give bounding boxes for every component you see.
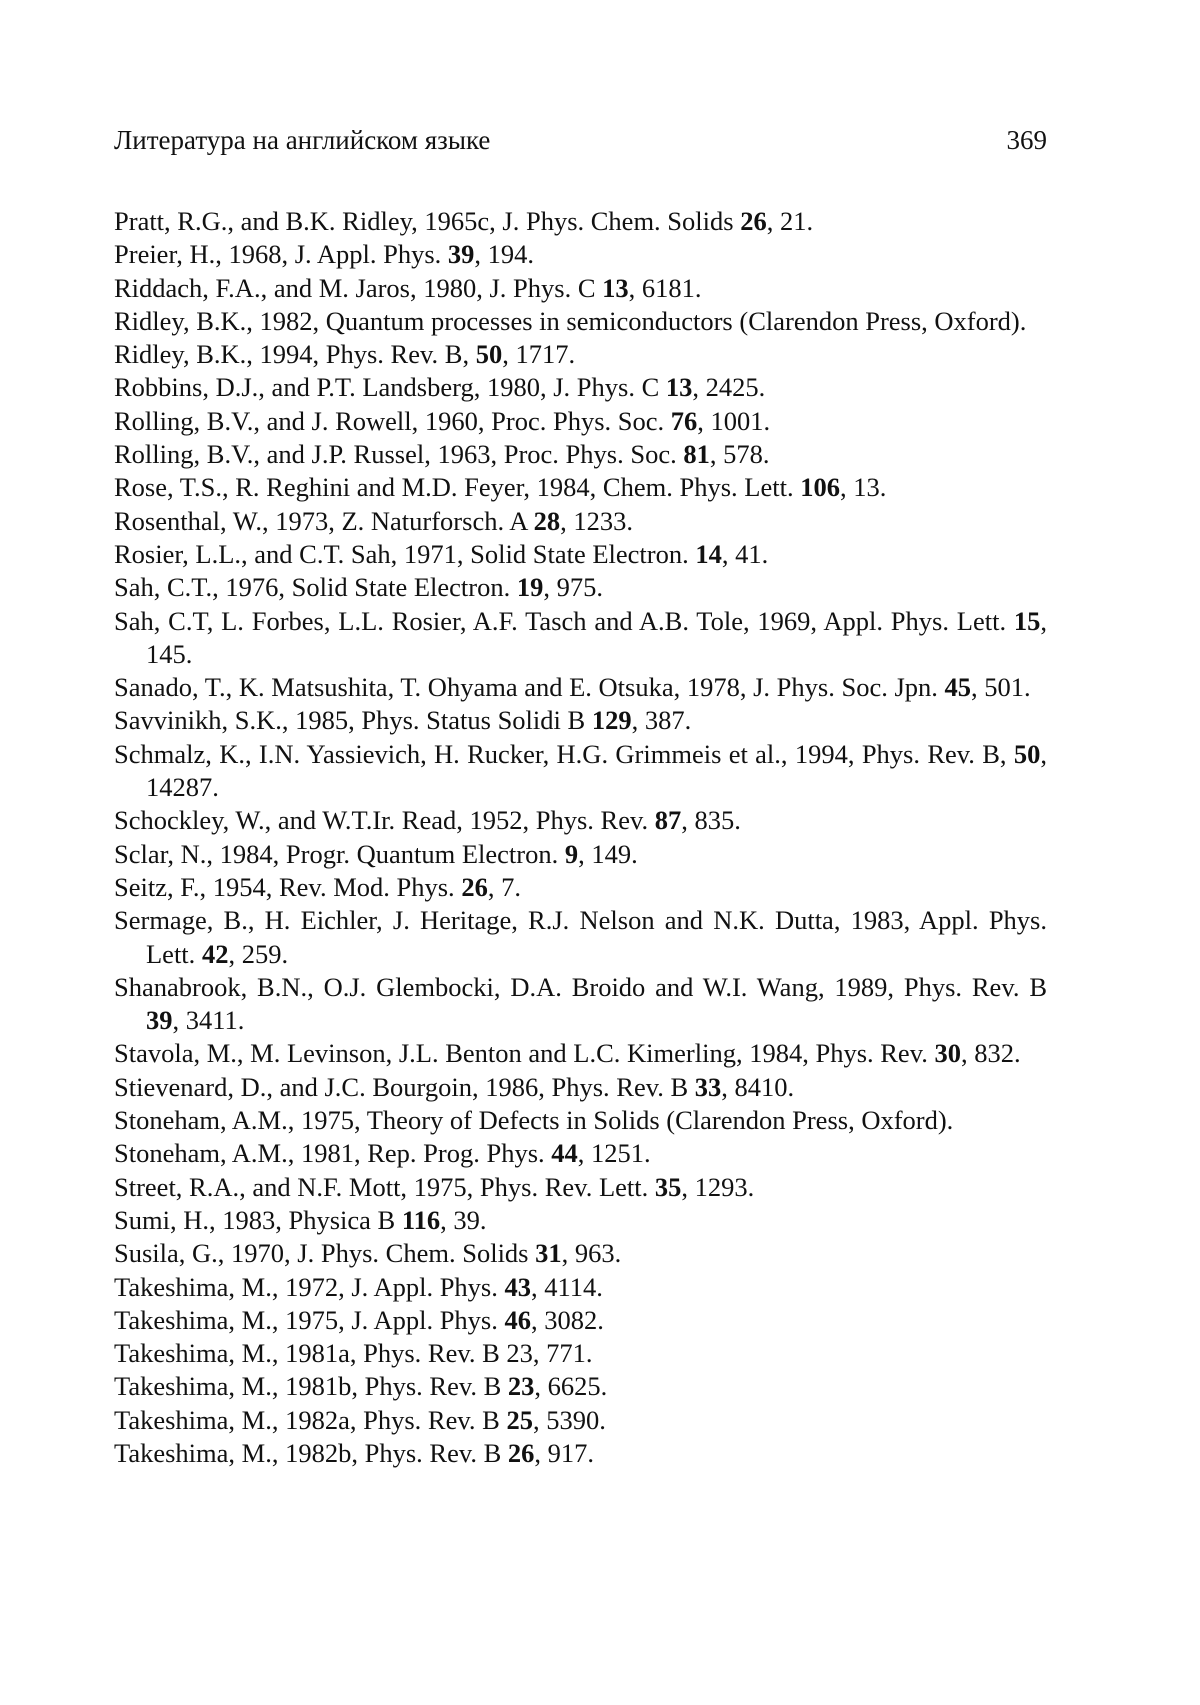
reference-volume: 129: [591, 705, 632, 736]
reference-text: Pratt, R.G., and B.K. Ridley, 1965c, J. Phys. Chem. Solids: [114, 206, 741, 236]
reference-text: Sah, C.T, L. Forbes, L.L. Rosier, A.F. Tasch and A.B. Tole, 1969, Appl. Phys. Lett.: [114, 605, 1014, 636]
reference-pages: , 7.: [487, 871, 521, 902]
reference-text: Sclar, N., 1984, Progr. Quantum Electron.: [114, 838, 565, 869]
reference-text: Stievenard, D., and J.C. Bourgoin, 1986, Phys. Rev. B: [114, 1071, 695, 1102]
reference-text: Takeshima, M., 1981b, Phys. Rev. B: [114, 1371, 508, 1402]
reference-pages: , 835.: [681, 805, 741, 836]
reference-volume: 45: [944, 672, 972, 703]
reference-volume: 116: [401, 1204, 441, 1235]
reference-entry: [114, 238, 1047, 271]
reference-entry: [114, 904, 1047, 971]
page-number: 369: [1006, 125, 1047, 155]
reference-pages: , 21.: [766, 206, 814, 236]
reference-pages: , 975.: [543, 572, 603, 603]
reference-text: Shanabrook, B.N., O.J. Glembocki, D.A. Broido and W.I. Wang, 1989, Phys. Rev. B: [114, 971, 1047, 1002]
reference-entry: [114, 1271, 1047, 1304]
reference-pages: , 6181.: [628, 272, 702, 303]
reference-entry: [114, 738, 1047, 805]
reference-text: Takeshima, M., 1981a, Phys. Rev. B 23, 771.: [114, 1338, 593, 1369]
reference-entry: [114, 538, 1047, 571]
reference-volume: 87: [654, 805, 682, 836]
reference-pages: , 578.: [709, 439, 770, 470]
reference-volume: 31: [535, 1238, 562, 1269]
reference-volume: 9: [564, 838, 579, 869]
reference-pages: , 3411.: [172, 1005, 245, 1036]
reference-pages: , 6625.: [534, 1371, 608, 1402]
reference-volume: 42: [201, 938, 229, 969]
reference-volume: 50: [1013, 738, 1041, 769]
reference-text: Stavola, M., M. Levinson, J.L. Benton and L.C. Kimerling, 1984, Phys. Rev.: [114, 1038, 935, 1069]
reference-volume: 76: [670, 405, 698, 436]
reference-pages: , 13.: [839, 472, 887, 503]
reference-entry: [114, 505, 1047, 538]
reference-pages: , 1001.: [697, 405, 771, 436]
reference-volume: 33: [694, 1071, 722, 1102]
reference-volume: 39: [146, 1005, 173, 1036]
reference-pages: , 1293.: [681, 1171, 755, 1202]
reference-entry: [114, 671, 1047, 704]
reference-entry: [114, 804, 1047, 837]
reference-entry: [114, 1437, 1047, 1470]
reference-text: Riddach, F.A., and M. Jaros, 1980, J. Phys. C: [114, 272, 603, 303]
reference-entry: [114, 1370, 1047, 1403]
reference-pages: , 2425.: [692, 372, 766, 403]
reference-text: Schmalz, K., I.N. Yassievich, H. Rucker, H.G. Grimmeis et al., 1994, Phys. Rev. B,: [114, 738, 1014, 769]
reference-pages: , 1717.: [502, 339, 576, 370]
reference-entry: [114, 838, 1047, 871]
reference-text: Sah, C.T., 1976, Solid State Electron.: [114, 572, 517, 603]
reference-volume: 46: [504, 1304, 531, 1335]
reference-volume: 28: [533, 505, 561, 536]
reference-entry: [114, 571, 1047, 604]
reference-pages: , 39.: [440, 1204, 487, 1235]
reference-entry: [114, 1204, 1047, 1237]
reference-entry: [114, 338, 1047, 371]
reference-pages: , 387.: [631, 705, 692, 736]
reference-text: Sumi, H., 1983, Physica B: [114, 1204, 402, 1235]
reference-pages: , 149.: [578, 838, 638, 869]
reference-text: Rolling, B.V., and J. Rowell, 1960, Proc. Phys. Soc.: [114, 405, 671, 436]
reference-entry: [114, 1171, 1047, 1204]
reference-pages: , 5390.: [532, 1404, 606, 1435]
reference-text: Susila, G., 1970, J. Phys. Chem. Solids: [114, 1238, 536, 1269]
reference-volume: 25: [506, 1404, 533, 1435]
reference-pages: , 3082.: [531, 1304, 604, 1335]
reference-pages: , 832.: [960, 1038, 1021, 1069]
running-head: [114, 122, 1047, 158]
reference-text: Takeshima, M., 1972, J. Appl. Phys.: [114, 1271, 505, 1302]
reference-entry: [114, 1237, 1047, 1270]
reference-entry: [114, 371, 1047, 404]
reference-entry: [114, 605, 1047, 672]
reference-entry: [114, 438, 1047, 471]
reference-pages: , 963.: [561, 1238, 622, 1269]
reference-entry: [114, 1304, 1047, 1337]
reference-volume: 35: [654, 1171, 682, 1202]
reference-pages: , 917.: [534, 1437, 595, 1468]
reference-entry: [114, 871, 1047, 904]
reference-pages: , 1233.: [560, 505, 633, 536]
reference-volume: 19: [516, 572, 544, 603]
reference-volume: 26: [461, 871, 488, 902]
reference-volume: 14: [695, 538, 722, 569]
reference-entry: [114, 471, 1047, 504]
reference-entry: [114, 405, 1047, 438]
reference-entry: [114, 1137, 1047, 1170]
reference-volume: 81: [683, 439, 710, 470]
reference-entry: [114, 971, 1047, 1038]
reference-pages: , 501.: [971, 672, 1031, 703]
reference-text: Stoneham, A.M., 1975, Theory of Defects in Solids (Clarendon Press, Oxford).: [114, 1105, 954, 1136]
reference-entry: [114, 1071, 1047, 1104]
reference-pages: , 14287.: [146, 738, 1047, 803]
reference-text: Robbins, D.J., and P.T. Landsberg, 1980, J. Phys. C: [114, 372, 666, 403]
reference-text: Stoneham, A.M., 1981, Rep. Prog. Phys.: [114, 1138, 552, 1169]
reference-list: [114, 205, 1047, 1470]
reference-text: Ridley, B.K., 1994, Phys. Rev. B,: [114, 339, 476, 370]
reference-entry: [114, 1404, 1047, 1437]
reference-volume: 13: [665, 372, 693, 403]
reference-text: Street, R.A., and N.F. Mott, 1975, Phys. Rev. Lett.: [114, 1171, 655, 1202]
reference-text: Rose, T.S., R. Reghini and M.D. Feyer, 1984, Chem. Phys. Lett.: [114, 472, 801, 503]
reference-text: Ridley, B.K., 1982, Quantum processes in semiconductors (Clarendon Press, Oxford).: [114, 305, 1027, 336]
reference-pages: , 41.: [721, 538, 769, 569]
reference-volume: 26: [507, 1437, 535, 1468]
reference-text: Sanado, T., K. Matsushita, T. Ohyama and E. Otsuka, 1978, J. Phys. Soc. Jpn.: [114, 672, 945, 703]
reference-volume: 50: [475, 339, 503, 370]
reference-entry: [114, 272, 1047, 305]
reference-text: Rolling, B.V., and J.P. Russel, 1963, Proc. Phys. Soc.: [114, 439, 684, 470]
reference-entry: [114, 1104, 1047, 1137]
reference-text: Takeshima, M., 1982b, Phys. Rev. B: [114, 1437, 508, 1468]
reference-volume: 23: [507, 1371, 535, 1402]
reference-text: Takeshima, M., 1975, J. Appl. Phys.: [114, 1304, 505, 1335]
reference-entry: [114, 1037, 1047, 1070]
reference-pages: , 1251.: [577, 1138, 651, 1169]
reference-text: Preier, H., 1968, J. Appl. Phys.: [114, 239, 448, 270]
reference-volume: 39: [447, 239, 475, 270]
reference-pages: , 259.: [228, 938, 289, 969]
reference-text: Seitz, F., 1954, Rev. Mod. Phys.: [114, 871, 462, 902]
reference-pages: , 194.: [474, 239, 535, 270]
reference-entry: [114, 1337, 1047, 1370]
reference-volume: 106: [800, 472, 840, 503]
reference-volume: 44: [551, 1138, 578, 1169]
reference-pages: , 4114.: [531, 1271, 603, 1302]
reference-text: Rosier, L.L., and C.T. Sah, 1971, Solid State Electron.: [114, 538, 696, 569]
reference-pages: , 8410.: [721, 1071, 795, 1102]
reference-volume: 15: [1013, 605, 1041, 636]
reference-pages: , 145.: [146, 605, 1047, 669]
reference-text: Takeshima, M., 1982a, Phys. Rev. B: [114, 1404, 507, 1435]
reference-volume: 30: [934, 1038, 961, 1069]
reference-text: Savvinikh, S.K., 1985, Phys. Status Solidi B: [114, 705, 592, 736]
reference-text: Schockley, W., and W.T.Ir. Read, 1952, Phys. Rev.: [114, 805, 655, 836]
reference-entry: [114, 704, 1047, 737]
reference-text: Sermage, B., H. Eichler, J. Heritage, R.J. Nelson and N.K. Dutta, 1983, Appl. Phys. Lett.: [114, 905, 1047, 969]
reference-volume: 26: [740, 206, 767, 236]
reference-volume: 13: [602, 272, 629, 303]
reference-volume: 43: [504, 1271, 531, 1302]
reference-text: Rosenthal, W., 1973, Z. Naturforsch. A: [114, 505, 534, 536]
running-title: Литература на английском языке: [114, 125, 491, 155]
reference-entry: [114, 305, 1047, 338]
reference-entry: [114, 205, 1047, 238]
